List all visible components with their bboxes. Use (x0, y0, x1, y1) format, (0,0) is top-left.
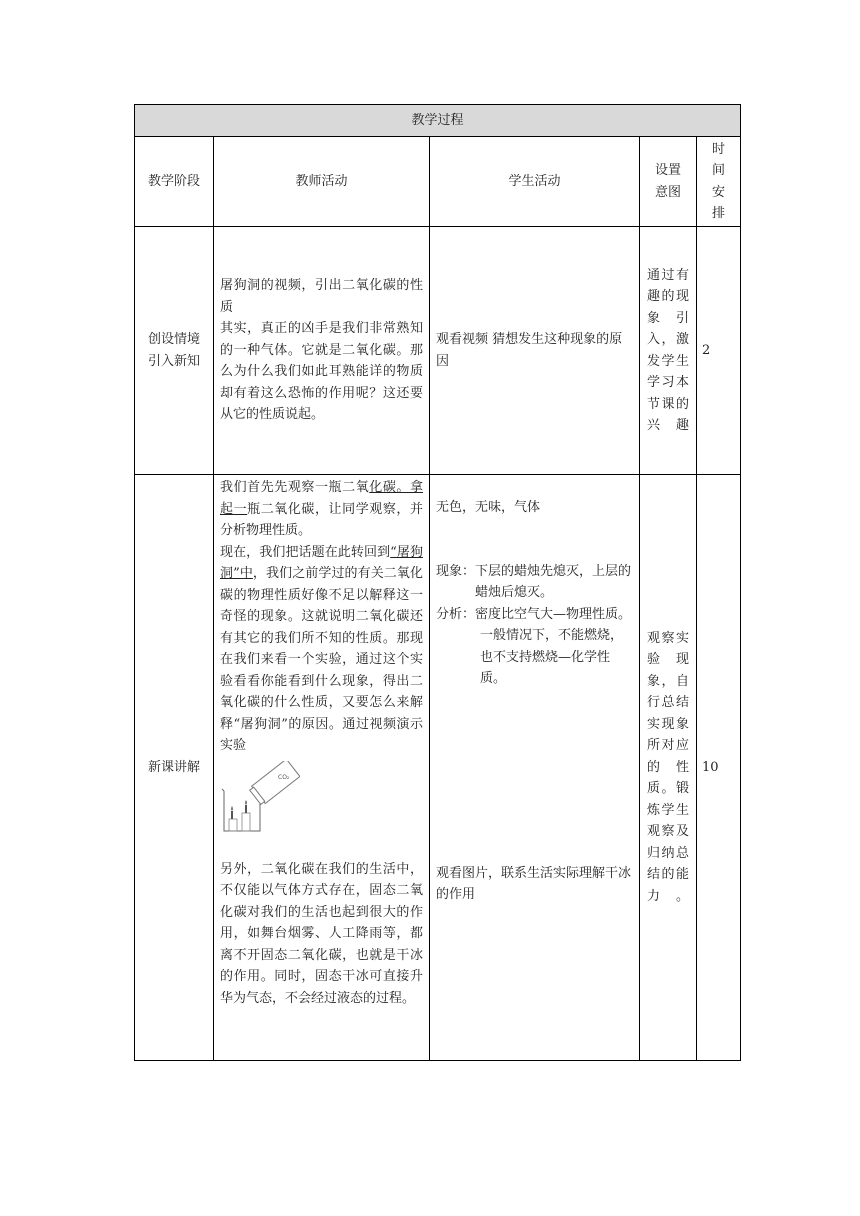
table-row (135, 475, 741, 1061)
header-time (697, 137, 741, 227)
observation-label: 现象： (436, 563, 476, 579)
row2-teacher-p1a: 我们首先先观察一瓶二氧 (220, 480, 370, 495)
row1-stage-line1: 创设情境 (147, 332, 200, 347)
row2-purpose: 观察实验现象，自行总结实现象所对应的性质。锻炼学生观察及归纳总结的能力。 (640, 475, 697, 1061)
row1-teacher-activity (214, 227, 430, 475)
row2-teacher-activity (214, 475, 430, 1061)
header-purpose-line2: 意图 (654, 184, 681, 200)
table-title: 教学过程 (135, 105, 741, 137)
row1-purpose: 通过有趣的现象引入，激发学生学习本节课的兴趣 (640, 227, 697, 475)
analysis-text: 密度比空气大—物理性质。 (475, 606, 632, 622)
header-purpose (640, 137, 697, 227)
header-time-char: 安 (712, 184, 726, 200)
row2-teacher-p2a: 现在，我们把话题在此转回到 (220, 544, 391, 560)
row1-student-activity: 观看视频 猜想发生这种现象的原因 (430, 227, 640, 475)
header-purpose-line1: 设置 (654, 163, 681, 178)
observation-text: 下层的蜡烛先熄灭，上层的蜡烛后熄灭。 (475, 563, 632, 600)
row2-time: 10 (697, 475, 741, 1061)
header-time-char: 排 (712, 206, 726, 221)
row2-student-s1: 无色，无味，气体 (436, 500, 541, 515)
row2-student-analysis2: 一般情况下，不能燃烧，也不支持燃烧—化学性质。 (480, 628, 624, 686)
row2-student-observation (436, 561, 633, 604)
table-row (135, 227, 741, 475)
row1-stage-line2: 引入新知 (147, 353, 200, 369)
row2-teacher-p2b: “屠狗洞”中 (220, 544, 423, 581)
header-teacher: 教师活动 (214, 137, 430, 227)
co2-label: CO₂ (278, 773, 290, 781)
row2-student-activity (430, 475, 640, 1061)
row2-teacher-p2 (220, 542, 423, 757)
row2-stage: 新课讲解 (135, 475, 214, 1061)
header-student: 学生活动 (430, 137, 640, 227)
header-time-char: 时 (712, 141, 726, 157)
row2-teacher-p1b: 化碳。拿起一 (220, 480, 423, 517)
header-stage: 教学阶段 (135, 137, 214, 227)
row2-student-analysis (436, 604, 633, 626)
row1-stage (135, 227, 214, 475)
co2-experiment-figure (220, 761, 300, 835)
row2-student-s3: 观看图片，联系生活实际理解干冰的作用 (436, 865, 632, 902)
row2-teacher-p1c: 瓶二氧化碳，让同学观察，并分析物理性质。 (220, 501, 423, 538)
row2-teacher-p2c: ，我们之前学过的有关二氧化碳的物理性质好像不足以解释这一奇怪的现象。这就说明二氧化碳还有其它的我们所不知的性质。那现在我们来看一个实验，通过这个实验看看你能看到什么现象，得出二氧化碳的什么性质，又要怎么来解释“屠狗洞”的原因。通过视频演示实验 (220, 566, 423, 753)
header-time-char: 间 (712, 163, 726, 178)
row2-teacher-p1 (220, 477, 423, 542)
analysis-label: 分析： (436, 606, 476, 622)
row1-teacher-p2: 其实，真正的凶手是我们非常熟知的一种气体。它就是二氧化碳。那么为什么我们如此耳熟能详的物质却有着这么恐怖的作用呢？这还要从它的性质说起。 (220, 321, 423, 423)
row2-teacher-p3: 另外，二氧化碳在我们的生活中，不仅能以气体方式存在，固态二氧化碳对我们的生活也起到很大的作用，如舞台烟雾、人工降雨等，都离不开固态二氧化碳，也就是干冰的作用。同时，固态干冰可直接升华为气态，不会经过液态的过程。 (220, 861, 423, 1006)
row1-teacher-p1: 屠狗洞的视频，引出二氧化碳的性质 (220, 278, 423, 315)
teaching-process-table (134, 104, 741, 1061)
row1-time: 2 (697, 227, 741, 475)
